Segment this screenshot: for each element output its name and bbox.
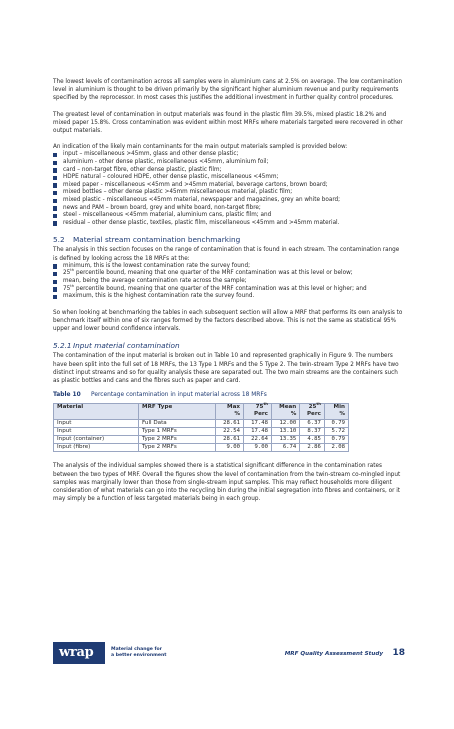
cell-75th: 9.00 xyxy=(243,444,271,452)
bullet-icon xyxy=(53,161,57,165)
section-5-2-benchmark-text: So when looking at benchmarking the tables in each subsequent section will allow a MRF that performs its own analysis to benchmark itself within one of six ranges formed by the factors described above. This is not the same as statistical 95% upper and lower bound confidence intervals. xyxy=(53,309,403,333)
list-item: news and PAM – brown board, grey and white board, non-target fibre; xyxy=(53,205,405,213)
bullet-icon xyxy=(53,280,57,284)
list-item: mixed bottles – other dense plastic >45mm miscellaneous material, plastic film; xyxy=(53,189,405,197)
table-header-row xyxy=(54,404,349,419)
bullet-icon xyxy=(53,153,57,157)
bullet-icon xyxy=(53,183,57,187)
page-content xyxy=(53,78,405,503)
cell-mrf-type: Full Data xyxy=(139,419,216,427)
list-item: card – non-target fibre, other dense plastic, plastic film; xyxy=(53,167,405,175)
cell-max: 28.61 xyxy=(216,419,244,427)
col-header-mrf-type: MRF Type xyxy=(139,404,216,419)
list-item: HDPE natural – coloured HDPE, other dense plastic, miscellaneous <45mm; xyxy=(53,174,405,182)
cell-min: 0.79 xyxy=(324,435,348,443)
cell-max: 28.61 xyxy=(216,435,244,443)
page-number: 18 xyxy=(392,648,405,658)
section-heading-5-2: 5.2 Material stream contamination benchmarking xyxy=(53,235,241,245)
cell-material: Input xyxy=(54,419,139,427)
bullet-icon xyxy=(53,199,57,203)
col-header-25th-percentile: 25th Perc xyxy=(300,404,325,419)
list-item: aluminium - other dense plastic, miscellaneous <45mm, aluminium foil; xyxy=(53,159,405,167)
cell-min: 0.79 xyxy=(324,419,348,427)
cell-75th: 17.48 xyxy=(243,419,271,427)
table-10 xyxy=(53,403,349,452)
cell-mean: 13.35 xyxy=(271,435,299,443)
cell-mrf-type: Type 2 MRFs xyxy=(139,444,216,452)
list-item: 25th percentile bound, meaning that one quarter of the MRF contamination was at this level or below; xyxy=(53,270,405,278)
list-item: 75th percentile bound, meaning that one quarter of the MRF contamination was at this level or higher; and xyxy=(53,286,405,294)
bullet-icon xyxy=(53,272,57,276)
contaminants-list xyxy=(53,151,405,227)
cell-max: 9.00 xyxy=(216,444,244,452)
cell-75th: 17.48 xyxy=(243,427,271,435)
cell-material: Input xyxy=(54,427,139,435)
page-footer xyxy=(53,642,405,666)
list-item: steel - miscellaneous <45mm material, aluminium cans, plastic film; and xyxy=(53,212,405,220)
cell-25th: 6.37 xyxy=(300,419,325,427)
col-header-max: Max % xyxy=(216,404,244,419)
paragraph-contaminants-intro: An indication of the likely main contaminants for the main output materials sampled is provided below: xyxy=(53,144,348,151)
table-row xyxy=(54,435,349,443)
col-header-material: Material xyxy=(54,404,139,419)
table-row xyxy=(54,427,349,435)
bullet-icon xyxy=(53,295,57,299)
cell-25th: 4.85 xyxy=(300,435,325,443)
bullet-icon xyxy=(53,264,57,268)
section-5-2-intro: The analysis in this section focuses on the range of contamination that is found in each stream. The contamination range is defined by looking across the 18 MRFs at the: xyxy=(53,247,400,262)
list-item: residual – other dense plastic, textiles, plastic film, miscellaneous <45mm and >45mm material. xyxy=(53,220,405,228)
section-5-2-1-body: The contamination of the input material is broken out in Table 10 and represented graphically in Figure 9. The numbers have been split into the full set of 18 MRFs, the 13 Type 1 MRFs and the 5 Type 2. The twin-stream Type 2 MRFs have two distinct input streams and so for quality analysis these are separated out. The two main streams are the containers such as plastic bottles and cans and the fibres such as paper and card. xyxy=(53,353,399,384)
cell-material: Input (container) xyxy=(54,435,139,443)
list-item: mixed plastic - miscellaneous <45mm material, newspaper and magazines, grey an white board; xyxy=(53,197,405,205)
table-10-caption: Table 10 Percentage contamination in input material across 18 MRFs xyxy=(53,392,267,399)
cell-material: Input (fibre) xyxy=(54,444,139,452)
bullet-icon xyxy=(53,206,57,210)
cell-25th: 2.86 xyxy=(300,444,325,452)
bullet-icon xyxy=(53,287,57,291)
bullet-icon xyxy=(53,191,57,195)
cell-mrf-type: Type 2 MRFs xyxy=(139,435,216,443)
footer-tagline: Material change for a better environment xyxy=(111,647,167,658)
cell-mean: 13.10 xyxy=(271,427,299,435)
bullet-icon xyxy=(53,214,57,218)
list-item: mean, being the average contamination rate across the sample; xyxy=(53,278,405,286)
col-header-75th-percentile: 75th Perc xyxy=(243,404,271,419)
col-header-mean: Mean % xyxy=(271,404,299,419)
col-header-min: Min % xyxy=(324,404,348,419)
list-item: mixed paper - miscellaneous <45mm and >45mm material, beverage cartons, brown board; xyxy=(53,182,405,190)
benchmark-factors-list xyxy=(53,263,405,301)
footer-document-title: MRF Quality Assessment Study xyxy=(284,651,383,657)
cell-max: 22.54 xyxy=(216,427,244,435)
paragraph-statistical-difference: The analysis of the individual samples showed there is a statistical significant difference in the contamination rates between the two types of MRF. Overall the figures show the level of contamination from the twin-stream co-mingled input samples was marginally lower than those from single-stream input samples. This may reflect households more diligent consideration of what materials can go into the recycling bin during the initial segregation into fibres and containers, or it may simply be a function of less targeted materials being in each group. xyxy=(53,463,401,503)
bullet-icon xyxy=(53,168,57,172)
list-item: input – miscellaneous >45mm, glass and other dense plastic; xyxy=(53,151,405,159)
cell-min: 2.08 xyxy=(324,444,348,452)
cell-mean: 6.74 xyxy=(271,444,299,452)
cell-min: 5.72 xyxy=(324,427,348,435)
cell-mrf-type: Type 1 MRFs xyxy=(139,427,216,435)
cell-25th: 8.37 xyxy=(300,427,325,435)
list-item: maximum, this is the highest contamination rate the survey found. xyxy=(53,293,405,301)
section-heading-5-2-1: 5.2.1Input material contamination xyxy=(53,341,180,351)
table-row xyxy=(54,419,349,427)
paragraph-aluminium: The lowest levels of contamination across all samples were in aluminium cans at 2.5% on average. The low contamination level in aluminium is thought to be driven primarily by the significant higher aluminium revenue and purity requirements specified by the reprocessor. In most cases this justifies the additional investment in further quality control procedures. xyxy=(53,79,403,102)
bullet-icon xyxy=(53,221,57,225)
bullet-icon xyxy=(53,176,57,180)
table-row xyxy=(54,444,349,452)
wrap-logo: wrap xyxy=(53,642,105,664)
cell-mean: 12.00 xyxy=(271,419,299,427)
cell-75th: 22.64 xyxy=(243,435,271,443)
paragraph-greatest-contamination: The greatest level of contamination in output materials was found in the plastic film 39.5%, mixed plastic 18.2% and mixed paper 15.8%. Cross contamination was evident within most MRFs where materials targeted were recovered in other output materials. xyxy=(53,111,403,135)
list-item: minimum, this is the lowest contamination rate the survey found; xyxy=(53,263,405,271)
